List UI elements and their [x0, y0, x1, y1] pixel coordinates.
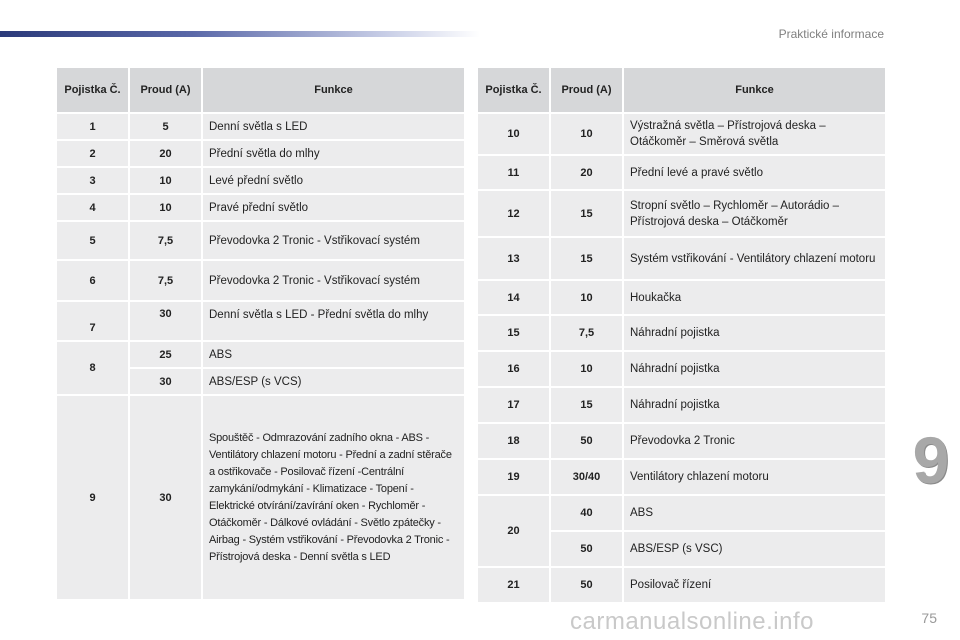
- table-row: [57, 195, 464, 220]
- watermark: carmanualsonline.info: [570, 608, 814, 635]
- table-row: [478, 281, 885, 314]
- fuse-number: 9: [57, 396, 128, 599]
- fuse-number: 10: [478, 114, 549, 154]
- col-header-fuse: Pojistka Č.: [478, 68, 549, 112]
- fuse-function: Levé přední světlo: [203, 168, 464, 193]
- fuse-function: Ventilátory chlazení motoru: [624, 460, 885, 494]
- fuse-current: 30: [130, 302, 201, 340]
- fuse-number: 19: [478, 460, 549, 494]
- table-row: [57, 302, 464, 340]
- table-row: [57, 168, 464, 193]
- fuse-function: Stropní světlo – Rychloměr – Autorádio – Přístrojová deska – Otáčkoměr: [624, 191, 885, 236]
- fuse-current: 30/40: [551, 460, 622, 494]
- fuse-function: Převodovka 2 Tronic - Vstřikovací systém: [203, 261, 464, 300]
- fuse-number: 6: [57, 261, 128, 300]
- fuse-current: 15: [551, 191, 622, 236]
- table-row: [478, 568, 885, 602]
- fuse-number: 4: [57, 195, 128, 220]
- fuse-current: 7,5: [551, 316, 622, 350]
- col-header-function: Funkce: [624, 68, 885, 112]
- fuse-function: Náhradní pojistka: [624, 352, 885, 386]
- fuse-table-left: [55, 66, 466, 601]
- table-header-row: [57, 68, 464, 112]
- table-row: [57, 396, 464, 599]
- fuse-number: 15: [478, 316, 549, 350]
- table-row: [57, 114, 464, 139]
- table-row: [478, 424, 885, 458]
- fuse-current: 7,5: [130, 222, 201, 259]
- table-row: [478, 496, 885, 530]
- fuse-number: 14: [478, 281, 549, 314]
- fuse-function: Převodovka 2 Tronic - Vstřikovací systém: [203, 222, 464, 259]
- table-row: [478, 114, 885, 154]
- fuse-function: Systém vstřikování - Ventilátory chlazení motoru: [624, 238, 885, 279]
- fuse-current: 30: [130, 369, 201, 394]
- fuse-current: 10: [130, 168, 201, 193]
- fuse-current: 5: [130, 114, 201, 139]
- fuse-current: 30: [130, 396, 201, 599]
- fuse-number: 13: [478, 238, 549, 279]
- fuse-current: 50: [551, 532, 622, 566]
- fuse-current: 15: [551, 238, 622, 279]
- fuse-number: 11: [478, 156, 549, 189]
- fuse-function: Přední světla do mlhy: [203, 141, 464, 166]
- fuse-function: Náhradní pojistka: [624, 316, 885, 350]
- fuse-current: 40: [551, 496, 622, 530]
- fuse-function: Spouštěč - Odmrazování zadního okna - ABS - Ventilátory chlazení motoru - Přední a zadní stěrače a ostřikovače - Posilovač řízení -Centrální zamykání/odmykání - Klimatizace - Topení - Elektrické otvírání/zavírání oken - Rychloměr - Otáčkoměr - Dálkové ovládání - Světlo zpátečky - Airbag - Systém vstřikování - Převodovka 2 Tronic - Přístrojová deska - Denní světla s LED: [203, 396, 464, 599]
- fuse-number: 2: [57, 141, 128, 166]
- fuse-function: Pravé přední světlo: [203, 195, 464, 220]
- table-row: [478, 316, 885, 350]
- table-row: [478, 156, 885, 189]
- fuse-current: 50: [551, 568, 622, 602]
- table-row: [57, 141, 464, 166]
- fuse-number: 3: [57, 168, 128, 193]
- table-row: [478, 460, 885, 494]
- fuse-function: Přední levé a pravé světlo: [624, 156, 885, 189]
- fuse-number: 12: [478, 191, 549, 236]
- fuse-function: Posilovač řízení: [624, 568, 885, 602]
- col-header-current: Proud (A): [551, 68, 622, 112]
- table-header-row: [478, 68, 885, 112]
- fuse-function: Denní světla s LED: [203, 114, 464, 139]
- table-row: [478, 388, 885, 422]
- page-number: 75: [921, 610, 937, 626]
- col-header-function: Funkce: [203, 68, 464, 112]
- fuse-function: ABS/ESP (s VSC): [624, 532, 885, 566]
- page-header-title: Praktické informace: [778, 27, 884, 41]
- chapter-number: 9: [912, 423, 950, 497]
- fuse-number: 21: [478, 568, 549, 602]
- fuse-function: Výstražná světla – Přístrojová deska – Otáčkoměr – Směrová světla: [624, 114, 885, 154]
- fuse-function: ABS: [203, 342, 464, 367]
- fuse-current: 20: [551, 156, 622, 189]
- fuse-current: 25: [130, 342, 201, 367]
- fuse-function: Denní světla s LED - Přední světla do mlhy: [203, 302, 464, 340]
- fuse-current: 7,5: [130, 261, 201, 300]
- header-gradient-bar: [0, 31, 480, 37]
- fuse-current: 10: [551, 114, 622, 154]
- fuse-current: 10: [130, 195, 201, 220]
- fuse-number: 16: [478, 352, 549, 386]
- fuse-current: 15: [551, 388, 622, 422]
- table-row: [57, 342, 464, 367]
- fuse-function: Převodovka 2 Tronic: [624, 424, 885, 458]
- table-row: [57, 261, 464, 300]
- col-header-current: Proud (A): [130, 68, 201, 112]
- fuse-current: 20: [130, 141, 201, 166]
- fuse-number: 8: [57, 342, 128, 394]
- table-row: [57, 222, 464, 259]
- table-row: [478, 352, 885, 386]
- fuse-current: 50: [551, 424, 622, 458]
- table-row: [478, 238, 885, 279]
- fuse-function: Náhradní pojistka: [624, 388, 885, 422]
- fuse-number: 1: [57, 114, 128, 139]
- fuse-number: 18: [478, 424, 549, 458]
- fuse-current: 10: [551, 281, 622, 314]
- fuse-function: ABS/ESP (s VCS): [203, 369, 464, 394]
- chapter-tab: [902, 415, 960, 505]
- col-header-fuse: Pojistka Č.: [57, 68, 128, 112]
- fuse-number: 7: [57, 302, 128, 340]
- fuse-number: 20: [478, 496, 549, 566]
- fuse-current: 10: [551, 352, 622, 386]
- fuse-number: 17: [478, 388, 549, 422]
- fuse-function: ABS: [624, 496, 885, 530]
- fuse-function: Houkačka: [624, 281, 885, 314]
- fuse-number: 5: [57, 222, 128, 259]
- table-row: [478, 191, 885, 236]
- fuse-table-right: [476, 66, 887, 604]
